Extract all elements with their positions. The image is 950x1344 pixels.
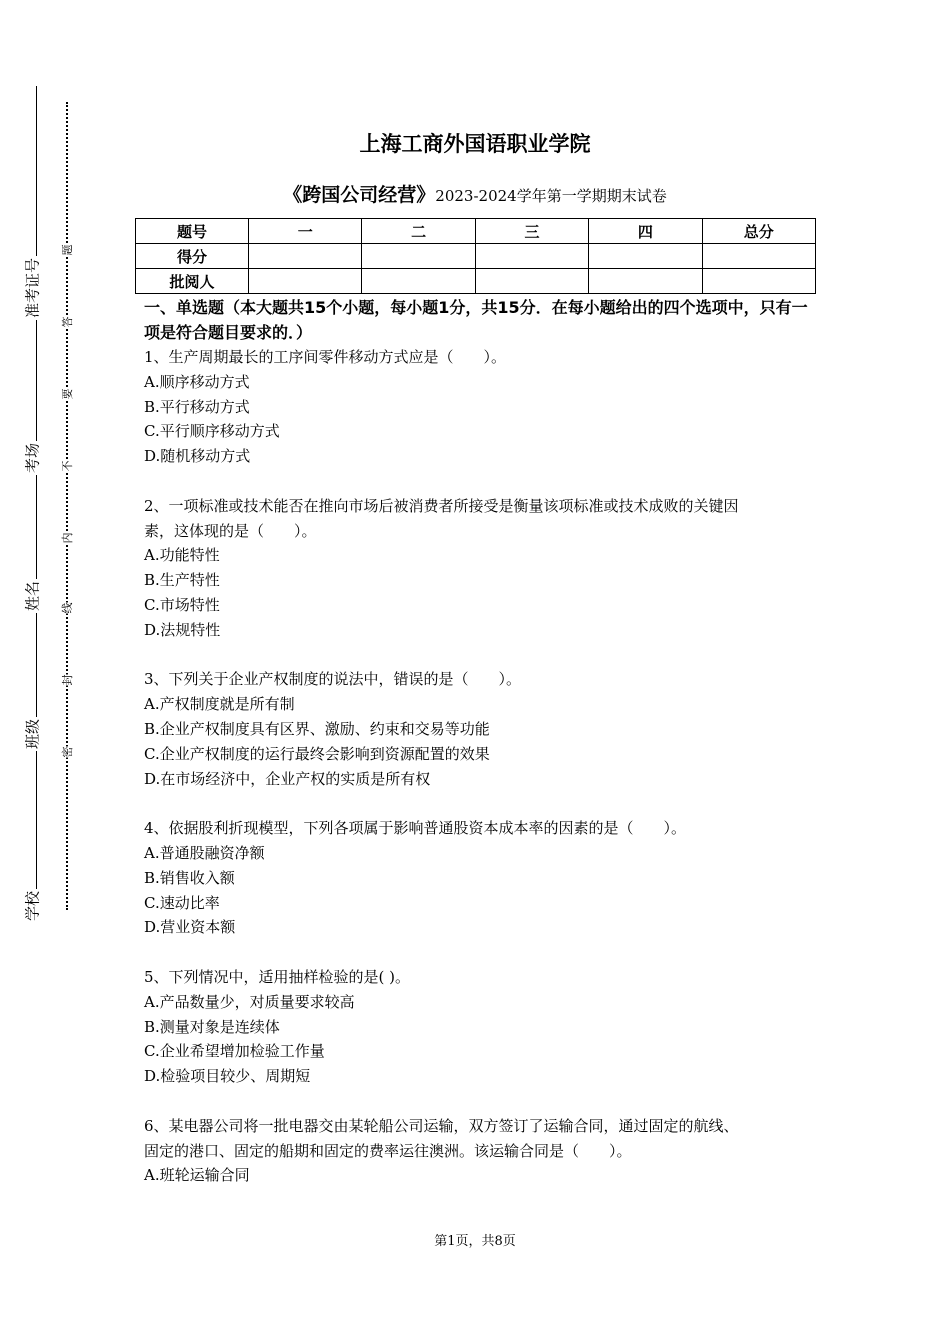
score-table-cell: 得分 [136,244,249,269]
seal-char-text: 题 [58,245,76,256]
score-table-cell[interactable] [362,269,475,294]
answer-option[interactable]: C.市场特性 [144,596,220,614]
answer-option[interactable]: D.随机移动方式 [144,447,251,466]
answer-option[interactable]: A.产权制度就是所有制 [144,695,295,714]
question-stem: 1、生产周期最长的工序间零件移动方式应是（ ）。 [144,348,507,366]
score-table-cell[interactable] [362,244,475,269]
answer-option[interactable]: D.检验项目较少、周期短 [144,1067,311,1086]
question-stem: 3、下列关于企业产权制度的说法中，错误的是（ ）。 [144,670,522,689]
answer-option[interactable]: B.生产特性 [144,571,220,590]
answer-option[interactable]: D.在市场经济中，企业产权的实质是所有权 [144,769,431,788]
question-stem: 2、一项标准或技术能否在推向市场后被消费者所接受是衡量该项标准或技术成败的关键因 [144,496,739,515]
score-table-cell[interactable] [249,269,362,294]
score-table-header-cell: 三 [475,219,588,244]
answer-option[interactable]: A.功能特性 [144,546,220,565]
question-stem: 6、某电器公司将一批电器交由某轮船公司运输，双方签订了运输合同，通过固定的航线、 [144,1116,739,1135]
binding-label-text: 班级 [23,718,42,750]
page-footer: 第1页，共8页 [434,1234,516,1249]
score-table-cell[interactable] [589,244,702,269]
course-title: 《跨国公司经营》 [283,184,436,206]
score-table-header-cell: 总分 [702,219,815,244]
seal-char-text: 不 [58,461,76,472]
score-table-cell[interactable] [475,244,588,269]
exam-term: 2023-2024学年第一学期期末试卷 [435,187,667,205]
answer-option[interactable]: C.速动比率 [144,893,220,912]
score-table-row [136,244,816,269]
binding-line [36,86,37,921]
score-table-cell[interactable] [702,244,815,269]
answer-option[interactable]: A.普通股融资净额 [144,844,265,862]
score-table-header-cell: 二 [362,219,475,244]
score-table-header-cell: 题号 [136,219,249,244]
score-table-row [136,269,816,294]
score-table [135,218,816,294]
score-table-cell: 批阅人 [136,269,249,294]
answer-option[interactable]: B.平行移动方式 [144,397,250,416]
answer-option[interactable]: C.企业希望增加检验工作量 [144,1042,325,1061]
answer-option[interactable]: D.法规特性 [144,620,221,639]
answer-option[interactable]: B.销售收入额 [144,868,235,887]
answer-option[interactable]: A.班轮运输合同 [144,1166,250,1185]
score-table-cell[interactable] [475,269,588,294]
seal-char-text: 封 [58,675,76,686]
exam-subtitle [0,180,950,207]
seal-char-text: 线 [58,603,76,614]
answer-option[interactable]: B.企业产权制度具有区界、激励、约束和交易等功能 [144,720,490,738]
seal-dotted-line [66,102,68,910]
question-stem: 4、依据股利折现模型，下列各项属于影响普通股资本成本率的因素的是（ ）。 [144,819,687,838]
answer-option[interactable]: B.测量对象是连续体 [144,1017,280,1036]
answer-option[interactable]: C.平行顺序移动方式 [144,422,280,441]
question-stem: 素，这体现的是（ ）。 [144,521,317,540]
school-name: 上海工商外国语职业学院 [359,132,591,156]
binding-label-text: 姓名 [23,580,42,612]
seal-char-text: 内 [58,533,76,544]
score-table-cell[interactable] [249,244,362,269]
seal-char-text: 要 [58,389,76,400]
answer-option[interactable]: C.企业产权制度的运行最终会影响到资源配置的效果 [144,744,490,763]
section-heading: 一、单选题（本大题共15个小题，每小题1分，共15分．在每小题给出的四个选项中，只有一项是符合题目要求的．） [144,298,808,342]
answer-option[interactable]: A.产品数量少，对质量要求较高 [144,992,355,1011]
score-table-header-cell: 一 [249,219,362,244]
score-table-row [136,219,816,244]
seal-char-text: 答 [58,317,76,328]
binding-label-text: 学校 [23,890,42,922]
question-stem: 5、下列情况中，适用抽样检验的是( )。 [144,968,411,986]
score-table-header-cell: 四 [589,219,702,244]
score-table-cell[interactable] [702,269,815,294]
seal-char-text: 密 [58,747,76,758]
binding-label-text: 准考证号 [23,257,42,319]
score-table-cell[interactable] [589,269,702,294]
binding-label-text: 考场 [23,442,42,474]
answer-option[interactable]: A.顺序移动方式 [144,372,250,391]
question-stem: 固定的港口、固定的船期和固定的费率运往澳洲。该运输合同是（ ）。 [144,1141,632,1160]
answer-option[interactable]: D.营业资本额 [144,918,236,937]
